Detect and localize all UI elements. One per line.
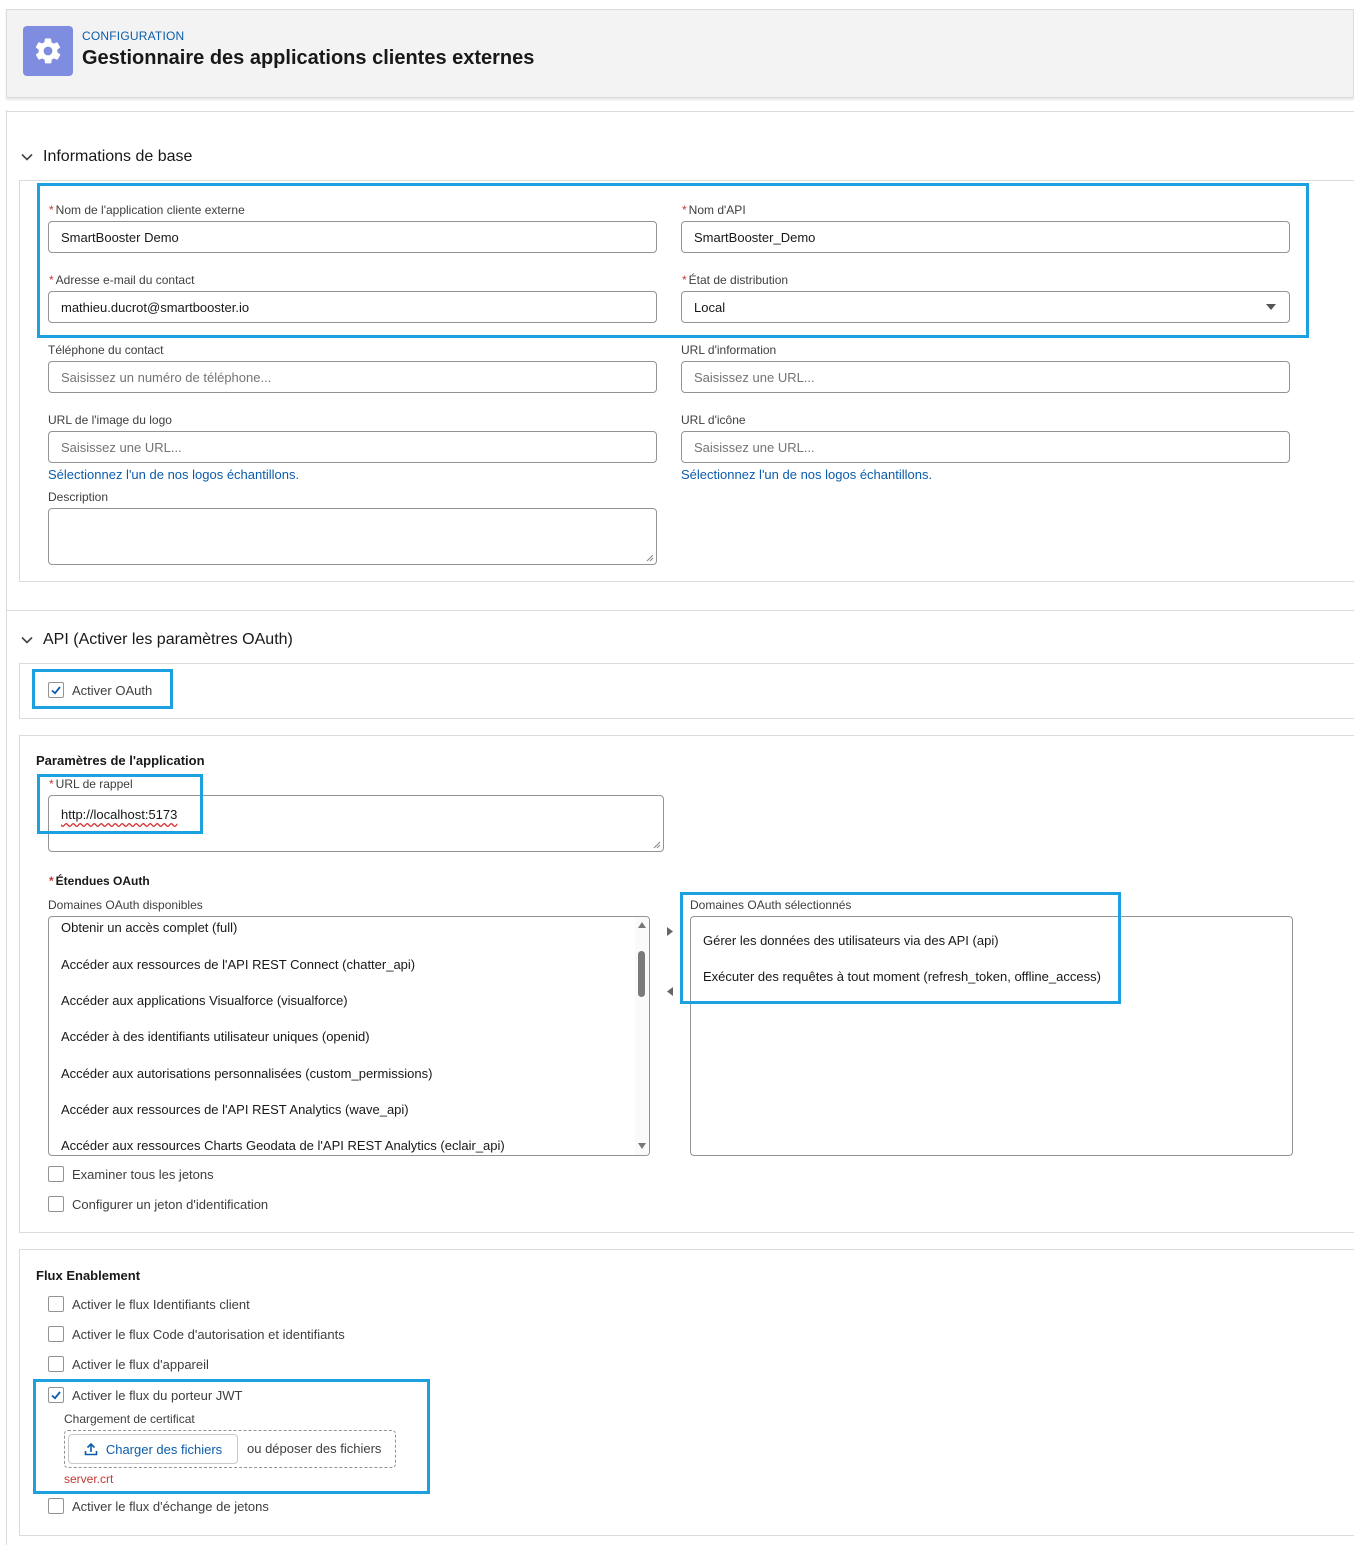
jwt-flow-checkbox[interactable] <box>48 1387 243 1403</box>
file-dropzone[interactable] <box>64 1430 396 1468</box>
sample-logo-link[interactable]: Sélectionnez l'un de nos logos échantillons. <box>48 467 300 482</box>
chevron-down-icon <box>19 149 35 165</box>
description-textarea[interactable] <box>48 508 657 565</box>
review-tokens-checkbox[interactable] <box>48 1166 214 1182</box>
description-label: Description <box>48 490 109 504</box>
list-item[interactable]: Accéder aux ressources Charts Geodata de l'API REST Analytics (eclair_api) <box>61 1138 505 1153</box>
section-toggle-api[interactable] <box>19 631 293 649</box>
api-name-input[interactable]: SmartBooster_Demo <box>681 221 1290 253</box>
upload-files-label: Charger des fichiers <box>105 1441 223 1457</box>
id-token-checkbox[interactable] <box>48 1196 268 1212</box>
checkbox-box[interactable] <box>48 1166 64 1182</box>
info-url-label: URL d'information <box>681 343 777 357</box>
scrollbar-thumb[interactable] <box>638 951 645 997</box>
review-tokens-label: Examiner tous les jetons <box>72 1166 214 1182</box>
list-item[interactable]: Exécuter des requêtes à tout moment (refresh_token, offline_access) <box>703 969 1101 984</box>
callback-url-label: * URL de rappel <box>49 777 133 791</box>
list-item[interactable]: Accéder à des identifiants utilisateur uniques (openid) <box>61 1029 370 1044</box>
checkbox-box[interactable] <box>48 1498 64 1514</box>
resize-handle-icon[interactable] <box>653 841 661 849</box>
flux-title: Flux Enablement <box>36 1268 141 1283</box>
checkbox-box[interactable] <box>48 1356 64 1372</box>
upload-icon <box>84 1442 98 1456</box>
logo-url-input[interactable]: Saisissez une URL... <box>48 431 657 463</box>
checkbox-box[interactable] <box>48 682 64 698</box>
chevron-down-icon <box>19 632 35 648</box>
client-credentials-checkbox[interactable] <box>48 1296 250 1312</box>
scroll-up-icon[interactable] <box>638 922 646 928</box>
section-divider <box>6 610 1354 611</box>
scrollbar[interactable] <box>635 917 649 1156</box>
checkbox-box[interactable] <box>48 1296 64 1312</box>
callback-url-textarea[interactable]: http://localhost:5173 <box>48 795 664 852</box>
app-name-input[interactable]: SmartBooster Demo <box>48 221 657 253</box>
scroll-down-icon[interactable] <box>638 1143 646 1149</box>
highlight-selected-scopes <box>680 892 1121 1004</box>
scopes-title: * Étendues OAuth <box>49 874 150 888</box>
icon-url-input[interactable]: Saisissez une URL... <box>681 431 1290 463</box>
check-icon <box>50 1389 62 1401</box>
distribution-state-label: * État de distribution <box>682 273 789 287</box>
info-url-input[interactable]: Saisissez une URL... <box>681 361 1290 393</box>
move-right-icon[interactable] <box>666 926 674 937</box>
jwt-flow-label: Activer le flux du porteur JWT <box>72 1387 243 1403</box>
list-item[interactable]: Obtenir un accès complet (full) <box>61 920 238 935</box>
dropdown-caret-icon <box>1265 303 1277 311</box>
auth-code-checkbox[interactable] <box>48 1326 345 1342</box>
resize-handle-icon[interactable] <box>646 554 654 562</box>
contact-phone-input[interactable]: Saisissez un numéro de téléphone... <box>48 361 657 393</box>
gear-icon <box>23 26 73 76</box>
section-title-api: API (Activer les paramètres OAuth) <box>43 631 293 648</box>
device-flow-label: Activer le flux d'appareil <box>72 1356 209 1372</box>
app-settings-title: Paramètres de l'application <box>36 753 205 768</box>
content-border <box>6 110 7 1545</box>
list-item[interactable]: Accéder aux ressources de l'API REST Connect (chatter_api) <box>61 957 416 972</box>
move-left-icon[interactable] <box>666 986 674 997</box>
app-name-label: * Nom de l'application cliente externe <box>49 203 245 217</box>
contact-email-input[interactable]: mathieu.ducrot@smartbooster.io <box>48 291 657 323</box>
drop-files-text: ou déposer des fichiers <box>247 1441 382 1456</box>
page-eyebrow: CONFIGURATION <box>82 29 185 43</box>
section-title-basic-info: Informations de base <box>43 148 193 165</box>
auth-code-label: Activer le flux Code d'autorisation et identifiants <box>72 1326 345 1342</box>
checkbox-box[interactable] <box>48 1196 64 1212</box>
sample-icon-link[interactable]: Sélectionnez l'un de nos logos échantillons. <box>681 467 933 482</box>
client-credentials-label: Activer le flux Identifiants client <box>72 1296 250 1312</box>
api-name-label: * Nom d'API <box>682 203 746 217</box>
content-top-border <box>6 111 1354 112</box>
token-exchange-checkbox[interactable] <box>48 1498 269 1514</box>
certificate-label: Chargement de certificat <box>64 1412 195 1426</box>
id-token-label: Configurer un jeton d'identification <box>72 1196 269 1212</box>
available-scopes-label: Domaines OAuth disponibles <box>48 898 203 912</box>
page-header <box>6 9 1354 98</box>
upload-files-button[interactable] <box>68 1434 238 1464</box>
logo-url-label: URL de l'image du logo <box>48 413 172 427</box>
checkbox-box[interactable] <box>48 1326 64 1342</box>
device-flow-checkbox[interactable] <box>48 1356 209 1372</box>
token-exchange-label: Activer le flux d'échange de jetons <box>72 1498 269 1514</box>
enable-oauth-checkbox[interactable] <box>48 682 152 698</box>
distribution-state-select[interactable]: Local <box>681 291 1290 323</box>
contact-phone-label: Téléphone du contact <box>48 343 164 357</box>
selected-scopes-label: Domaines OAuth sélectionnés <box>690 898 852 912</box>
page-title: Gestionnaire des applications clientes externes <box>82 47 535 69</box>
uploaded-file-name: server.crt <box>64 1472 114 1486</box>
list-item[interactable]: Accéder aux autorisations personnalisées (custom_permissions) <box>61 1066 433 1081</box>
highlight-callback-url <box>37 774 203 834</box>
list-item[interactable]: Accéder aux ressources de l'API REST Analytics (wave_api) <box>61 1102 409 1117</box>
section-toggle-basic-info[interactable] <box>19 148 192 166</box>
checkbox-box[interactable] <box>48 1387 64 1403</box>
list-item[interactable]: Accéder aux applications Visualforce (visualforce) <box>61 993 348 1008</box>
list-item[interactable]: Gérer les données des utilisateurs via des API (api) <box>703 933 999 948</box>
oauth-panel <box>19 663 1354 719</box>
check-icon <box>50 684 62 696</box>
available-scopes-listbox[interactable] <box>48 916 650 1156</box>
contact-email-label: * Adresse e-mail du contact <box>49 273 195 287</box>
enable-oauth-label: Activer OAuth <box>72 682 153 698</box>
icon-url-label: URL d'icône <box>681 413 746 427</box>
